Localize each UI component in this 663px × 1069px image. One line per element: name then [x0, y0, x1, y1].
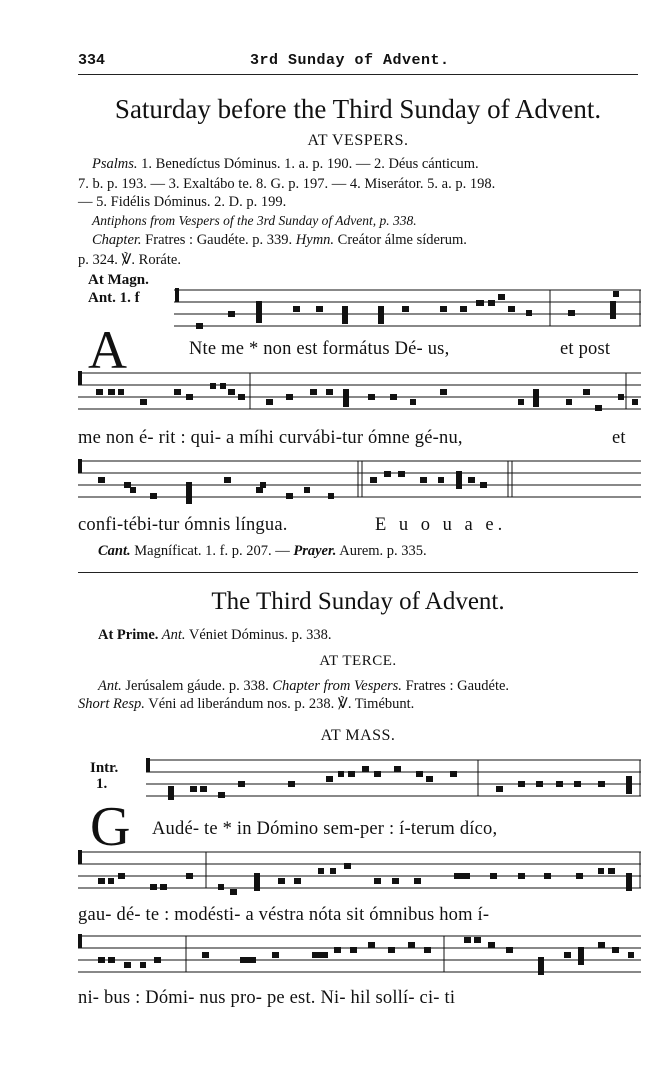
terce-text-2: Fratres : Gaudéte.: [401, 678, 510, 694]
page-number: 334: [78, 52, 106, 69]
psalms-line-2: 7. b. p. 193. — 3. Exaltábo te. 8. G. p. 197. — 4. Miserátor. 5. a. p. 198.: [78, 176, 496, 192]
section-rule: [78, 572, 638, 573]
hymn-label: Hymn.: [295, 232, 335, 248]
short-resp-text: Véni ad liberándum nos. p. 238. ℣. Timébunt.: [144, 696, 415, 712]
psalms-label: Psalms.: [92, 156, 138, 172]
psalms-line-3: — 5. Fidélis Dóminus. 2. D. p. 199.: [78, 194, 287, 210]
short-resp-line: [78, 696, 643, 713]
music-staff-3: [78, 455, 643, 505]
chapter-line: [92, 232, 657, 249]
saturday-title: Saturday before the Third Sunday of Advent.: [114, 94, 602, 124]
intr-mode: 1.: [96, 776, 108, 792]
ant-lyric-3: confi-tébi-tur ómnis língua.: [78, 515, 288, 535]
antiphons-note: Antiphons from Vespers of the 3rd Sunday of Advent, p. 338.: [92, 213, 417, 228]
cant-label: Cant.: [98, 543, 131, 559]
intr-lyric-1: Audé- te * in Dómino sem-per : í-terum díco,: [152, 819, 498, 839]
prayer-text: Aurem. p. 335.: [336, 543, 427, 559]
intr-initial: G: [90, 796, 131, 858]
ant-lyric-2b: et: [612, 428, 626, 448]
prayer-label: Prayer.: [293, 543, 337, 559]
terce-ant-label: Ant.: [98, 678, 122, 694]
terce-chapter-label: Chapter from Vespers.: [272, 678, 402, 694]
magn-label: At Magn.: [88, 272, 149, 288]
music-staff-5: [78, 846, 643, 896]
chapter-line-2: p. 324. ℣. Roráte.: [78, 252, 181, 268]
hymn-text: Creátor álme síderum.: [334, 232, 467, 248]
chapter-label: Chapter.: [92, 232, 142, 248]
music-staff-1: [78, 284, 643, 334]
prime-label: At Prime.: [98, 627, 159, 643]
music-staff-6: [78, 930, 643, 980]
terce-line: [98, 678, 663, 695]
prime-line: [98, 627, 663, 644]
prime-text: Véniet Dóminus. p. 338.: [185, 627, 332, 643]
psalms-line-1: [92, 156, 657, 173]
music-staff-4: [78, 754, 643, 804]
ant-lyric-1b: et post: [560, 339, 611, 359]
ant-initial: A: [88, 320, 127, 380]
short-resp-label: Short Resp.: [78, 696, 145, 712]
ant-lyric-3b: E u o u a e.: [375, 515, 507, 535]
cant-line: [98, 543, 663, 560]
sunday-title: The Third Sunday of Advent.: [211, 588, 505, 615]
terce-heading: AT TERCE.: [319, 653, 397, 669]
cant-text: Magníficat. 1. f. p. 207. —: [130, 543, 294, 559]
running-title: 3rd Sunday of Advent.: [250, 52, 450, 69]
psalms-text-1: 1. Benedíctus Dóminus. 1. a. p. 190. — 2. Déus cánticum.: [137, 156, 479, 172]
intr-label: Intr.: [90, 760, 119, 776]
ant-label: Ant. 1. f: [88, 290, 140, 306]
prime-ant-label: Ant.: [158, 627, 186, 643]
chapter-text: Fratres : Gaudéte. p. 339.: [141, 232, 296, 248]
vespers-heading: AT VESPERS.: [307, 132, 409, 149]
music-staff-2: [78, 367, 643, 417]
ant-lyric-1: Nte me * non est formátus Dé- us,: [189, 339, 450, 359]
mass-heading: AT MASS.: [320, 727, 396, 744]
intr-lyric-3: ni- bus : Dómi- nus pro- pe est. Ni- hil sollí- ci- ti: [78, 988, 456, 1008]
intr-lyric-2: gau- dé- te : modésti- a véstra nóta sit ómnibus hom í-: [78, 905, 490, 925]
header-rule: [78, 74, 638, 75]
ant-lyric-2: me non é- rit : qui- a míhi curvábi-tur ómne gé-nu,: [78, 428, 463, 448]
terce-text-1: Jerúsalem gáude. p. 338.: [121, 678, 273, 694]
